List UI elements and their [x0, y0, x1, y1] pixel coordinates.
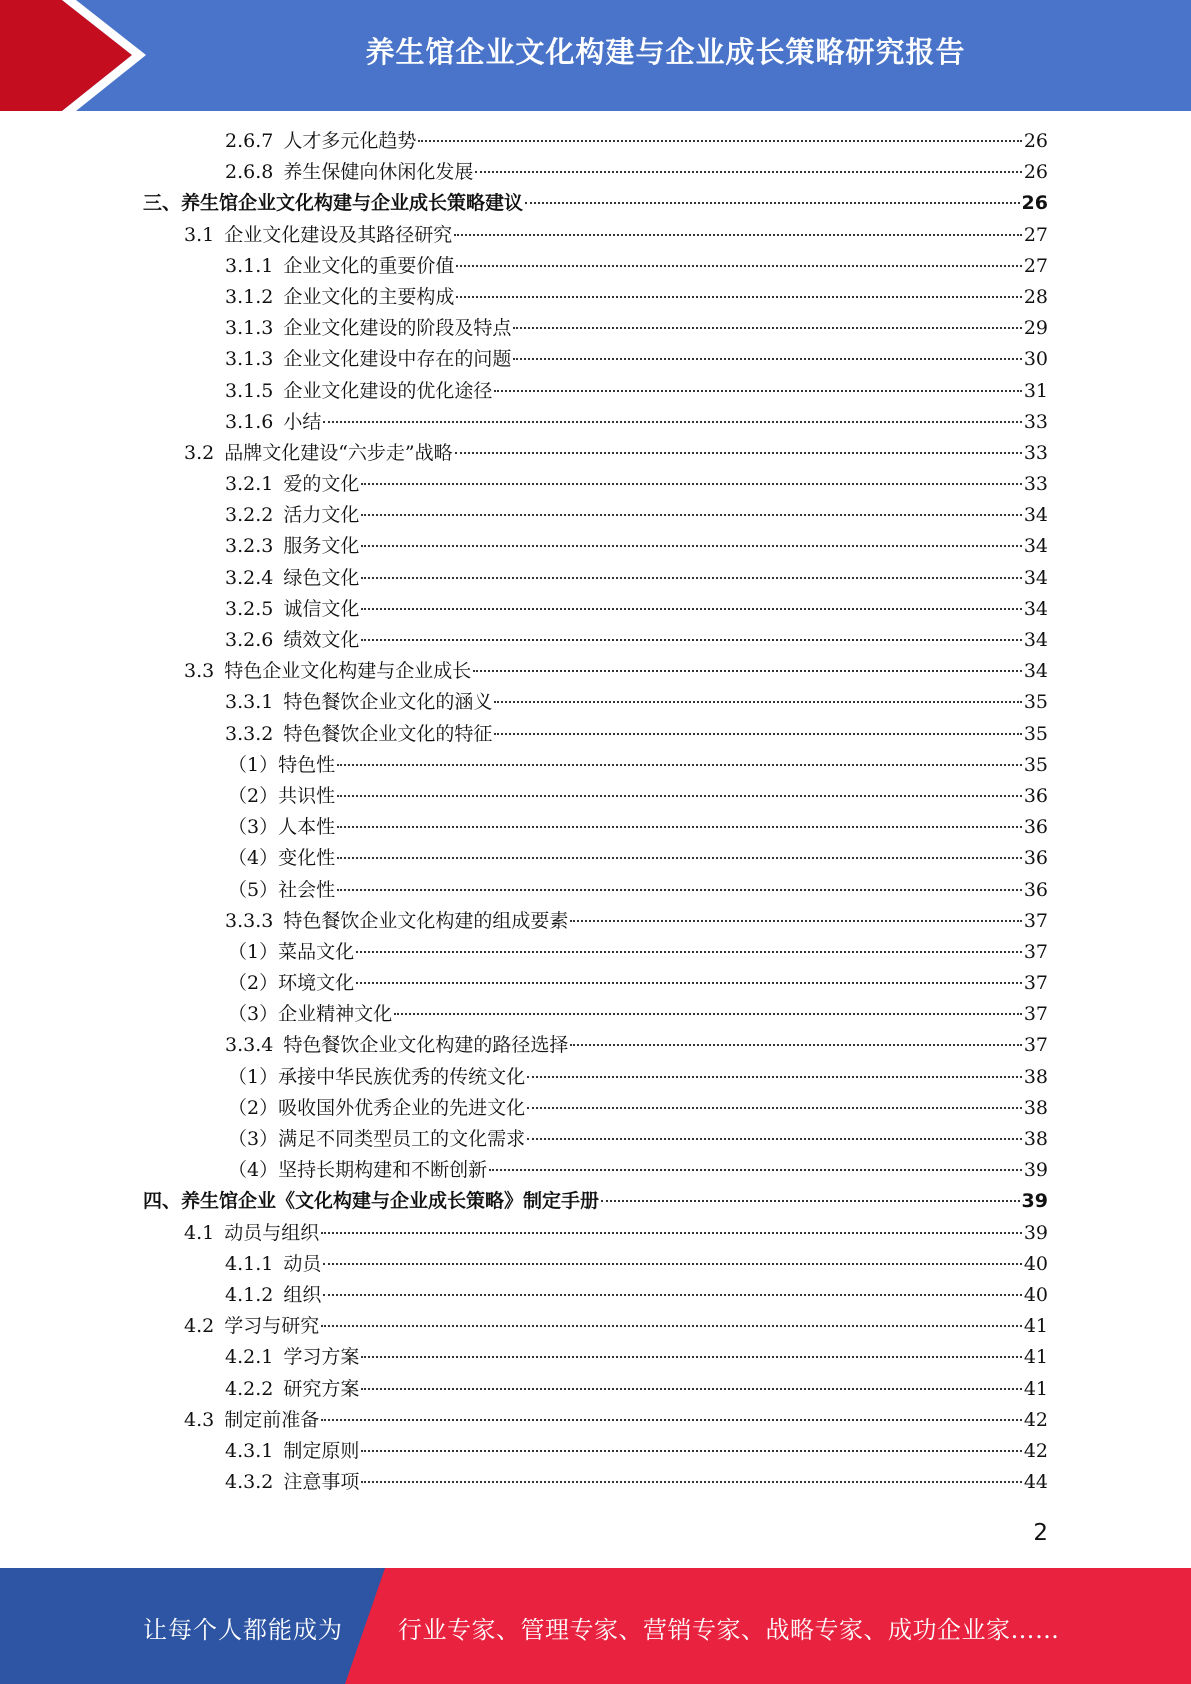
toc-entry-page: 39	[1023, 1159, 1048, 1182]
toc-entry-number: 4.3.1	[225, 1439, 274, 1462]
toc-entry-page: 42	[1023, 1439, 1048, 1462]
toc-entry[interactable]	[0, 313, 1191, 344]
toc-entry-number: 3.3.2	[225, 722, 274, 745]
toc-dot-leader	[454, 234, 1022, 236]
toc-entry-page: 35	[1023, 722, 1048, 745]
toc-entry-title: （4）变化性	[228, 847, 336, 870]
toc-entry-number: 3.2.2	[225, 504, 274, 527]
toc-entry[interactable]	[0, 407, 1191, 438]
toc-dot-leader	[570, 1044, 1021, 1046]
toc-entry-line	[225, 687, 1048, 718]
toc-entry-line	[225, 407, 1048, 438]
toc-entry[interactable]	[0, 1186, 1191, 1217]
toc-entry-title: （2）吸收国外优秀企业的先进文化	[228, 1096, 526, 1119]
toc-entry-title: 学习与研究	[224, 1315, 320, 1338]
toc-entry[interactable]	[0, 1218, 1191, 1249]
toc-entry-title: 制定原则	[283, 1439, 360, 1462]
toc-entry-number: 3.3	[184, 660, 215, 683]
toc-entry-line	[184, 656, 1048, 687]
toc-entry-title: 企业文化建设及其路径研究	[224, 223, 453, 246]
toc-entry[interactable]	[0, 251, 1191, 282]
toc-entry[interactable]	[0, 1030, 1191, 1061]
toc-entry-line	[225, 563, 1048, 594]
toc-entry-number: 3.3.1	[225, 691, 274, 714]
toc-entry-title: 研究方案	[283, 1377, 360, 1400]
toc-entry-line	[225, 1030, 1048, 1061]
toc-entry-title: 活力文化	[283, 504, 360, 527]
toc-entry[interactable]	[0, 968, 1191, 999]
toc-entry-number: 4.1.1	[225, 1252, 274, 1275]
toc-entry-page: 36	[1023, 784, 1048, 807]
toc-entry-title: （2）共识性	[228, 784, 336, 807]
toc-entry[interactable]	[0, 438, 1191, 469]
toc-entry-title: 学习方案	[283, 1346, 360, 1369]
toc-entry-page: 27	[1023, 223, 1048, 246]
toc-entry-page: 34	[1023, 660, 1048, 683]
toc-entry-title: 绿色文化	[283, 566, 360, 589]
document-title: 养生馆企业文化构建与企业成长策略研究报告	[365, 35, 966, 69]
toc-entry-line	[228, 843, 1048, 874]
toc-dot-leader	[527, 1107, 1022, 1109]
toc-entry-page: 44	[1023, 1471, 1048, 1494]
toc-entry-title: 服务文化	[283, 535, 360, 558]
toc-entry[interactable]	[0, 812, 1191, 843]
toc-dot-leader	[361, 1388, 1021, 1390]
toc-entry-number: 3.1.3	[225, 317, 274, 340]
toc-dot-leader	[323, 1294, 1021, 1296]
toc-entry-page: 36	[1023, 847, 1048, 870]
toc-entry-title: 四、养生馆企业《文化构建与企业成长策略》制定手册	[143, 1190, 600, 1213]
toc-dot-leader	[361, 545, 1021, 547]
toc-entry-page: 37	[1023, 1003, 1048, 1026]
toc-entry-number: 2.6.8	[225, 161, 274, 184]
toc-entry-title: 制定前准备	[224, 1408, 320, 1431]
toc-entry[interactable]	[0, 781, 1191, 812]
toc-entry-number: 3.1	[184, 223, 215, 246]
toc-entry-title: 企业文化的重要价值	[283, 254, 455, 277]
toc-entry-title: 特色企业文化构建与企业成长	[224, 660, 472, 683]
toc-entry-title: 企业文化建设的阶段及特点	[283, 317, 512, 340]
toc-entry[interactable]	[0, 719, 1191, 750]
toc-entry-number: 3.2	[184, 441, 215, 464]
toc-entry-page: 38	[1023, 1096, 1048, 1119]
toc-entry-page: 36	[1023, 816, 1048, 839]
toc-entry-title: 人才多元化趋势	[283, 130, 417, 152]
toc-entry-number: 3.2.3	[225, 535, 274, 558]
toc-entry-page: 40	[1023, 1283, 1048, 1306]
toc-dot-leader	[337, 826, 1022, 828]
toc-entry[interactable]	[0, 157, 1191, 188]
toc-entry-number: 3.3.3	[225, 909, 274, 932]
toc-entry-page: 27	[1023, 254, 1048, 277]
toc-entry[interactable]	[0, 126, 1191, 157]
toc-entry-line	[225, 906, 1048, 937]
toc-entry-line	[225, 1467, 1048, 1498]
toc-entry-number: 3.1.2	[225, 285, 274, 308]
toc-entry-page: 33	[1023, 473, 1048, 496]
toc-entry[interactable]	[0, 1374, 1191, 1405]
toc-entry[interactable]	[0, 1436, 1191, 1467]
footer-slogan-right: 行业专家、管理专家、营销专家、战略专家、成功企业家……	[398, 1616, 1060, 1644]
toc-entry-line	[184, 1218, 1048, 1249]
toc-dot-leader	[527, 1138, 1022, 1140]
toc-entry-line	[225, 625, 1048, 656]
toc-entry-line	[225, 126, 1048, 157]
toc-entry-title: 特色餐饮企业文化构建的路径选择	[283, 1034, 569, 1057]
toc-dot-leader	[418, 140, 1021, 142]
toc-entry[interactable]	[0, 1467, 1191, 1498]
toc-entry[interactable]	[0, 656, 1191, 687]
toc-entry-number: 4.1.2	[225, 1283, 274, 1306]
toc-entry-title: 爱的文化	[283, 473, 360, 496]
toc-dot-leader	[323, 421, 1021, 423]
toc-dot-leader	[356, 951, 1022, 953]
toc-entry-number: 3.3.4	[225, 1034, 274, 1057]
toc-entry-page: 34	[1023, 504, 1048, 527]
toc-entry-line	[228, 875, 1048, 906]
toc-entry-line	[225, 1436, 1048, 1467]
toc-dot-leader	[323, 1263, 1021, 1265]
toc-entry-page: 41	[1023, 1346, 1048, 1369]
toc-entry-line	[228, 1093, 1048, 1124]
toc-entry-line	[228, 968, 1048, 999]
toc-entry-title: 三、养生馆企业文化构建与企业成长策略建议	[143, 192, 524, 215]
toc-entry-line	[225, 313, 1048, 344]
toc-entry-page: 41	[1023, 1377, 1048, 1400]
page-footer	[0, 1568, 1191, 1684]
toc-entry[interactable]	[0, 1093, 1191, 1124]
toc-dot-leader	[361, 1450, 1021, 1452]
toc-entry-line	[225, 344, 1048, 375]
toc-dot-leader	[513, 358, 1021, 360]
toc-entry-title: 企业文化建设的优化途径	[283, 379, 493, 402]
toc-dot-leader	[361, 1481, 1021, 1483]
toc-entry-line	[225, 282, 1048, 313]
toc-entry-number: 3.1.5	[225, 379, 274, 402]
toc-dot-leader	[337, 795, 1022, 797]
toc-entry-number: 4.3	[184, 1408, 215, 1431]
toc-entry-title: 特色餐饮企业文化构建的组成要素	[283, 909, 569, 932]
toc-dot-leader	[601, 1200, 1020, 1202]
toc-entry-title: 特色餐饮企业文化的特征	[283, 722, 493, 745]
toc-entry-line	[225, 1249, 1048, 1280]
toc-dot-leader	[337, 764, 1022, 766]
toc-entry-number: 2.6.7	[225, 130, 274, 152]
toc-entry-number: 4.2.2	[225, 1377, 274, 1400]
toc-entry-page: 35	[1023, 691, 1048, 714]
toc-entry-title: 特色餐饮企业文化的涵义	[283, 691, 493, 714]
toc-entry-page: 38	[1023, 1128, 1048, 1150]
toc-entry[interactable]	[0, 282, 1191, 313]
toc-entry-page: 30	[1023, 348, 1048, 371]
toc-entry[interactable]	[0, 937, 1191, 968]
toc-entry-line	[228, 937, 1048, 968]
toc-entry-title: （1）特色性	[228, 753, 336, 776]
toc-dot-leader	[456, 296, 1021, 298]
toc-entry-title: 动员与组织	[224, 1221, 320, 1244]
toc-entry-page: 29	[1023, 317, 1048, 340]
toc-entry-title: （3）满足不同类型员工的文化需求	[228, 1128, 526, 1150]
toc-entry-number: 3.2.6	[225, 629, 274, 651]
toc-entry-number: 3.2.1	[225, 473, 274, 496]
toc-dot-leader	[321, 1232, 1022, 1234]
toc-entry-page: 31	[1023, 379, 1048, 402]
toc-entry-line	[143, 1186, 1048, 1217]
toc-entry-page: 36	[1023, 878, 1048, 901]
toc-entry-page: 33	[1023, 410, 1048, 433]
toc-entry-title: （3）企业精神文化	[228, 1003, 393, 1026]
toc-entry[interactable]	[0, 687, 1191, 718]
toc-entry-number: 4.3.2	[225, 1471, 274, 1494]
toc-entry[interactable]	[0, 188, 1191, 219]
toc-entry-number: 3.2.5	[225, 597, 274, 620]
toc-entry-page: 26	[1023, 130, 1048, 152]
toc-entry-title: （4）坚持长期构建和不断创新	[228, 1159, 488, 1182]
toc-entry-title: 品牌文化建设“六步走”战略	[224, 441, 453, 464]
toc-entry-line	[225, 594, 1048, 625]
toc-dot-leader	[394, 1013, 1022, 1015]
toc-dot-leader	[513, 327, 1021, 329]
toc-entry-line	[184, 1311, 1048, 1342]
toc-dot-leader	[475, 171, 1021, 173]
toc-entry-line	[228, 781, 1048, 812]
toc-entry[interactable]	[0, 906, 1191, 937]
toc-entry[interactable]	[0, 1124, 1191, 1155]
toc-entry-line	[225, 1280, 1048, 1311]
toc-entry-title: （3）人本性	[228, 816, 336, 839]
toc-entry[interactable]	[0, 1280, 1191, 1311]
toc-dot-leader	[456, 265, 1021, 267]
toc-entry[interactable]	[0, 469, 1191, 500]
toc-entry[interactable]	[0, 625, 1191, 656]
toc-entry-page: 37	[1023, 940, 1048, 963]
toc-entry-title: （1）菜品文化	[228, 940, 355, 963]
toc-dot-leader	[356, 982, 1022, 984]
toc-entry-title: 企业文化的主要构成	[283, 285, 455, 308]
toc-entry-page: 39	[1021, 1190, 1048, 1213]
toc-entry-page: 39	[1023, 1221, 1048, 1244]
toc-entry-line	[184, 438, 1048, 469]
toc-dot-leader	[494, 733, 1021, 735]
toc-entry-line	[184, 1405, 1048, 1436]
toc-dot-leader	[361, 483, 1021, 485]
toc-entry-title: 小结	[283, 410, 322, 433]
toc-dot-leader	[494, 701, 1021, 703]
toc-entry[interactable]	[0, 875, 1191, 906]
page-number: 2	[1033, 1520, 1048, 1546]
toc-dot-leader	[337, 857, 1022, 859]
toc-entry-page: 34	[1023, 535, 1048, 558]
toc-entry-number: 3.2.4	[225, 566, 274, 589]
toc-entry-line	[225, 251, 1048, 282]
toc-entry-title: 动员	[283, 1252, 322, 1275]
toc-entry[interactable]	[0, 1311, 1191, 1342]
toc-entry-line	[228, 812, 1048, 843]
toc-entry-line	[228, 1124, 1048, 1155]
toc-entry[interactable]	[0, 843, 1191, 874]
toc-entry-page: 35	[1023, 753, 1048, 776]
toc-entry-line	[225, 531, 1048, 562]
toc-entry-page: 37	[1023, 972, 1048, 995]
toc-entry-line	[225, 1374, 1048, 1405]
toc-entry[interactable]	[0, 594, 1191, 625]
toc-entry-number: 4.2	[184, 1315, 215, 1338]
toc-entry-page: 33	[1023, 441, 1048, 464]
toc-entry[interactable]	[0, 531, 1191, 562]
toc-entry-title: 绩效文化	[283, 629, 360, 651]
toc-entry-title: 养生保健向休闲化发展	[283, 161, 474, 184]
toc-entry-page: 26	[1021, 192, 1048, 215]
toc-entry-number: 3.1.1	[225, 254, 274, 277]
toc-entry-page: 37	[1023, 909, 1048, 932]
toc-dot-leader	[361, 1356, 1021, 1358]
toc-entry-line	[228, 999, 1048, 1030]
toc-entry-page: 40	[1023, 1252, 1048, 1275]
toc-entry-title: （2）环境文化	[228, 972, 355, 995]
toc-entry[interactable]	[0, 1342, 1191, 1373]
toc-entry-number: 4.2.1	[225, 1346, 274, 1369]
toc-dot-leader	[337, 889, 1022, 891]
toc-entry-line	[225, 157, 1048, 188]
toc-dot-leader	[361, 608, 1021, 610]
toc-entry[interactable]	[0, 563, 1191, 594]
toc-entry-title: （5）社会性	[228, 878, 336, 901]
toc-dot-leader	[455, 452, 1022, 454]
toc-entry-number: 3.1.3	[225, 348, 274, 371]
toc-dot-leader	[321, 1325, 1022, 1327]
toc-entry-line	[225, 500, 1048, 531]
toc-entry-page: 42	[1023, 1408, 1048, 1431]
toc-entry-line	[228, 1155, 1048, 1186]
toc-entry[interactable]	[0, 1062, 1191, 1093]
toc-dot-leader	[361, 514, 1021, 516]
toc-entry-line	[225, 1342, 1048, 1373]
toc-dot-leader	[570, 920, 1021, 922]
toc-entry[interactable]	[0, 999, 1191, 1030]
toc-entry-page: 34	[1023, 566, 1048, 589]
toc-entry-line	[225, 376, 1048, 407]
toc-entry-line	[225, 719, 1048, 750]
header-arrow-decoration	[0, 0, 160, 111]
toc-entry[interactable]	[0, 376, 1191, 407]
toc-entry-page: 37	[1023, 1034, 1048, 1057]
toc-dot-leader	[321, 1419, 1022, 1421]
toc-entry-number: 3.1.6	[225, 410, 274, 433]
toc-entry-line	[143, 188, 1048, 219]
toc-entry[interactable]	[0, 1405, 1191, 1436]
toc-entry-title: 诚信文化	[283, 597, 360, 620]
toc-entry-title: 注意事项	[283, 1471, 360, 1494]
toc-entry[interactable]	[0, 1155, 1191, 1186]
toc-entry-page: 38	[1023, 1065, 1048, 1088]
toc-dot-leader	[527, 1076, 1022, 1078]
table-of-contents	[0, 126, 1191, 1498]
toc-entry[interactable]	[0, 750, 1191, 781]
toc-entry-page: 26	[1023, 161, 1048, 184]
toc-dot-leader	[489, 1169, 1022, 1171]
toc-dot-leader	[361, 577, 1021, 579]
toc-entry[interactable]	[0, 344, 1191, 375]
toc-entry-line	[228, 1062, 1048, 1093]
toc-entry-page: 34	[1023, 597, 1048, 620]
toc-entry-line	[184, 220, 1048, 251]
toc-entry-page: 34	[1023, 629, 1048, 651]
toc-entry[interactable]	[0, 500, 1191, 531]
toc-entry-line	[228, 750, 1048, 781]
toc-entry-title: （1）承接中华民族优秀的传统文化	[228, 1065, 526, 1088]
toc-entry-number: 4.1	[184, 1221, 215, 1244]
toc-dot-leader	[473, 670, 1022, 672]
toc-dot-leader	[361, 639, 1021, 641]
toc-entry-title: 企业文化建设中存在的问题	[283, 348, 512, 371]
toc-dot-leader	[494, 390, 1021, 392]
footer-slogan-left: 让每个人都能成为	[143, 1616, 343, 1644]
page-header	[0, 0, 1191, 111]
toc-entry-line	[225, 469, 1048, 500]
toc-entry[interactable]	[0, 1249, 1191, 1280]
toc-dot-leader	[525, 202, 1020, 204]
toc-entry-title: 组织	[283, 1283, 322, 1306]
toc-entry[interactable]	[0, 220, 1191, 251]
toc-entry-page: 41	[1023, 1315, 1048, 1338]
toc-entry-page: 28	[1023, 285, 1048, 308]
